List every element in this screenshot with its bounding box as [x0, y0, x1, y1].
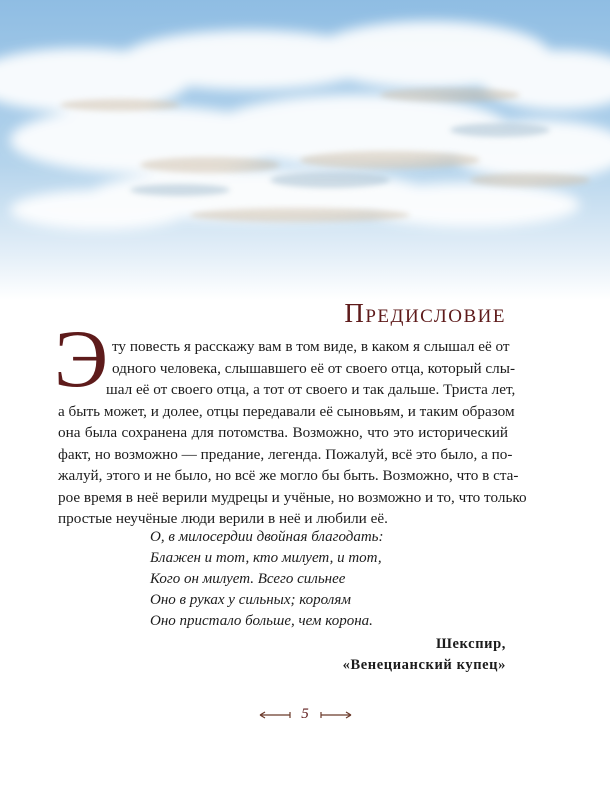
paragraph-line: шал её от своего отца, а тот от своего и так дальше. Триста лет, — [106, 381, 516, 398]
attribution-work: «Венецианский купец» — [342, 657, 506, 673]
poem-line: Блажен и тот, кто милует, и тот, — [150, 550, 382, 566]
watercolor-sky-illustration — [0, 0, 610, 300]
poem-line: О, в милосердии двойная благодать: — [150, 529, 384, 545]
paragraph-line: она была сохранена для потомства. Возможно, что это исторический — [58, 424, 508, 441]
paragraph-line: простые неучёные люди верили в неё и любили её. — [58, 510, 388, 527]
paragraph-line: ту повесть я расскажу вам в том виде, в каком я слышал её от — [112, 338, 510, 355]
paragraph-line: а быть может, и долее, отцы передавали её сыновьям, и таким образом — [58, 402, 515, 420]
attribution-author: Шекспир, — [436, 636, 506, 652]
page-title: Предисловие — [344, 298, 506, 328]
poem-line: Оно пристало больше, чем корона. — [150, 613, 373, 629]
poem-line: Оно в руках у сильных; королям — [150, 592, 351, 608]
epigraph-attribution — [343, 634, 506, 676]
drop-cap: Э — [54, 313, 109, 404]
preface-paragraph — [58, 336, 527, 530]
page-number: 5 — [301, 706, 309, 722]
paragraph-line: рое время в неё верили мудрецы и учёные, но возможно и то, что только — [58, 488, 527, 506]
poem-line: Кого он милует. Всего сильнее — [150, 571, 346, 587]
page-number-footer — [0, 706, 610, 723]
paragraph-line: жалуй, этого и не было, но всё же могло бы быть. Возможно, что в ста- — [58, 467, 519, 484]
left-ornament-icon — [258, 710, 292, 720]
paragraph-line: факт, но возможно — предание, легенда. Пожалуй, всё это было, а по- — [58, 445, 513, 463]
right-ornament-icon — [319, 710, 353, 720]
paragraph-line: одного человека, слышавшего её от своего отца, который слы- — [112, 359, 516, 377]
epigraph-poem — [150, 527, 384, 632]
